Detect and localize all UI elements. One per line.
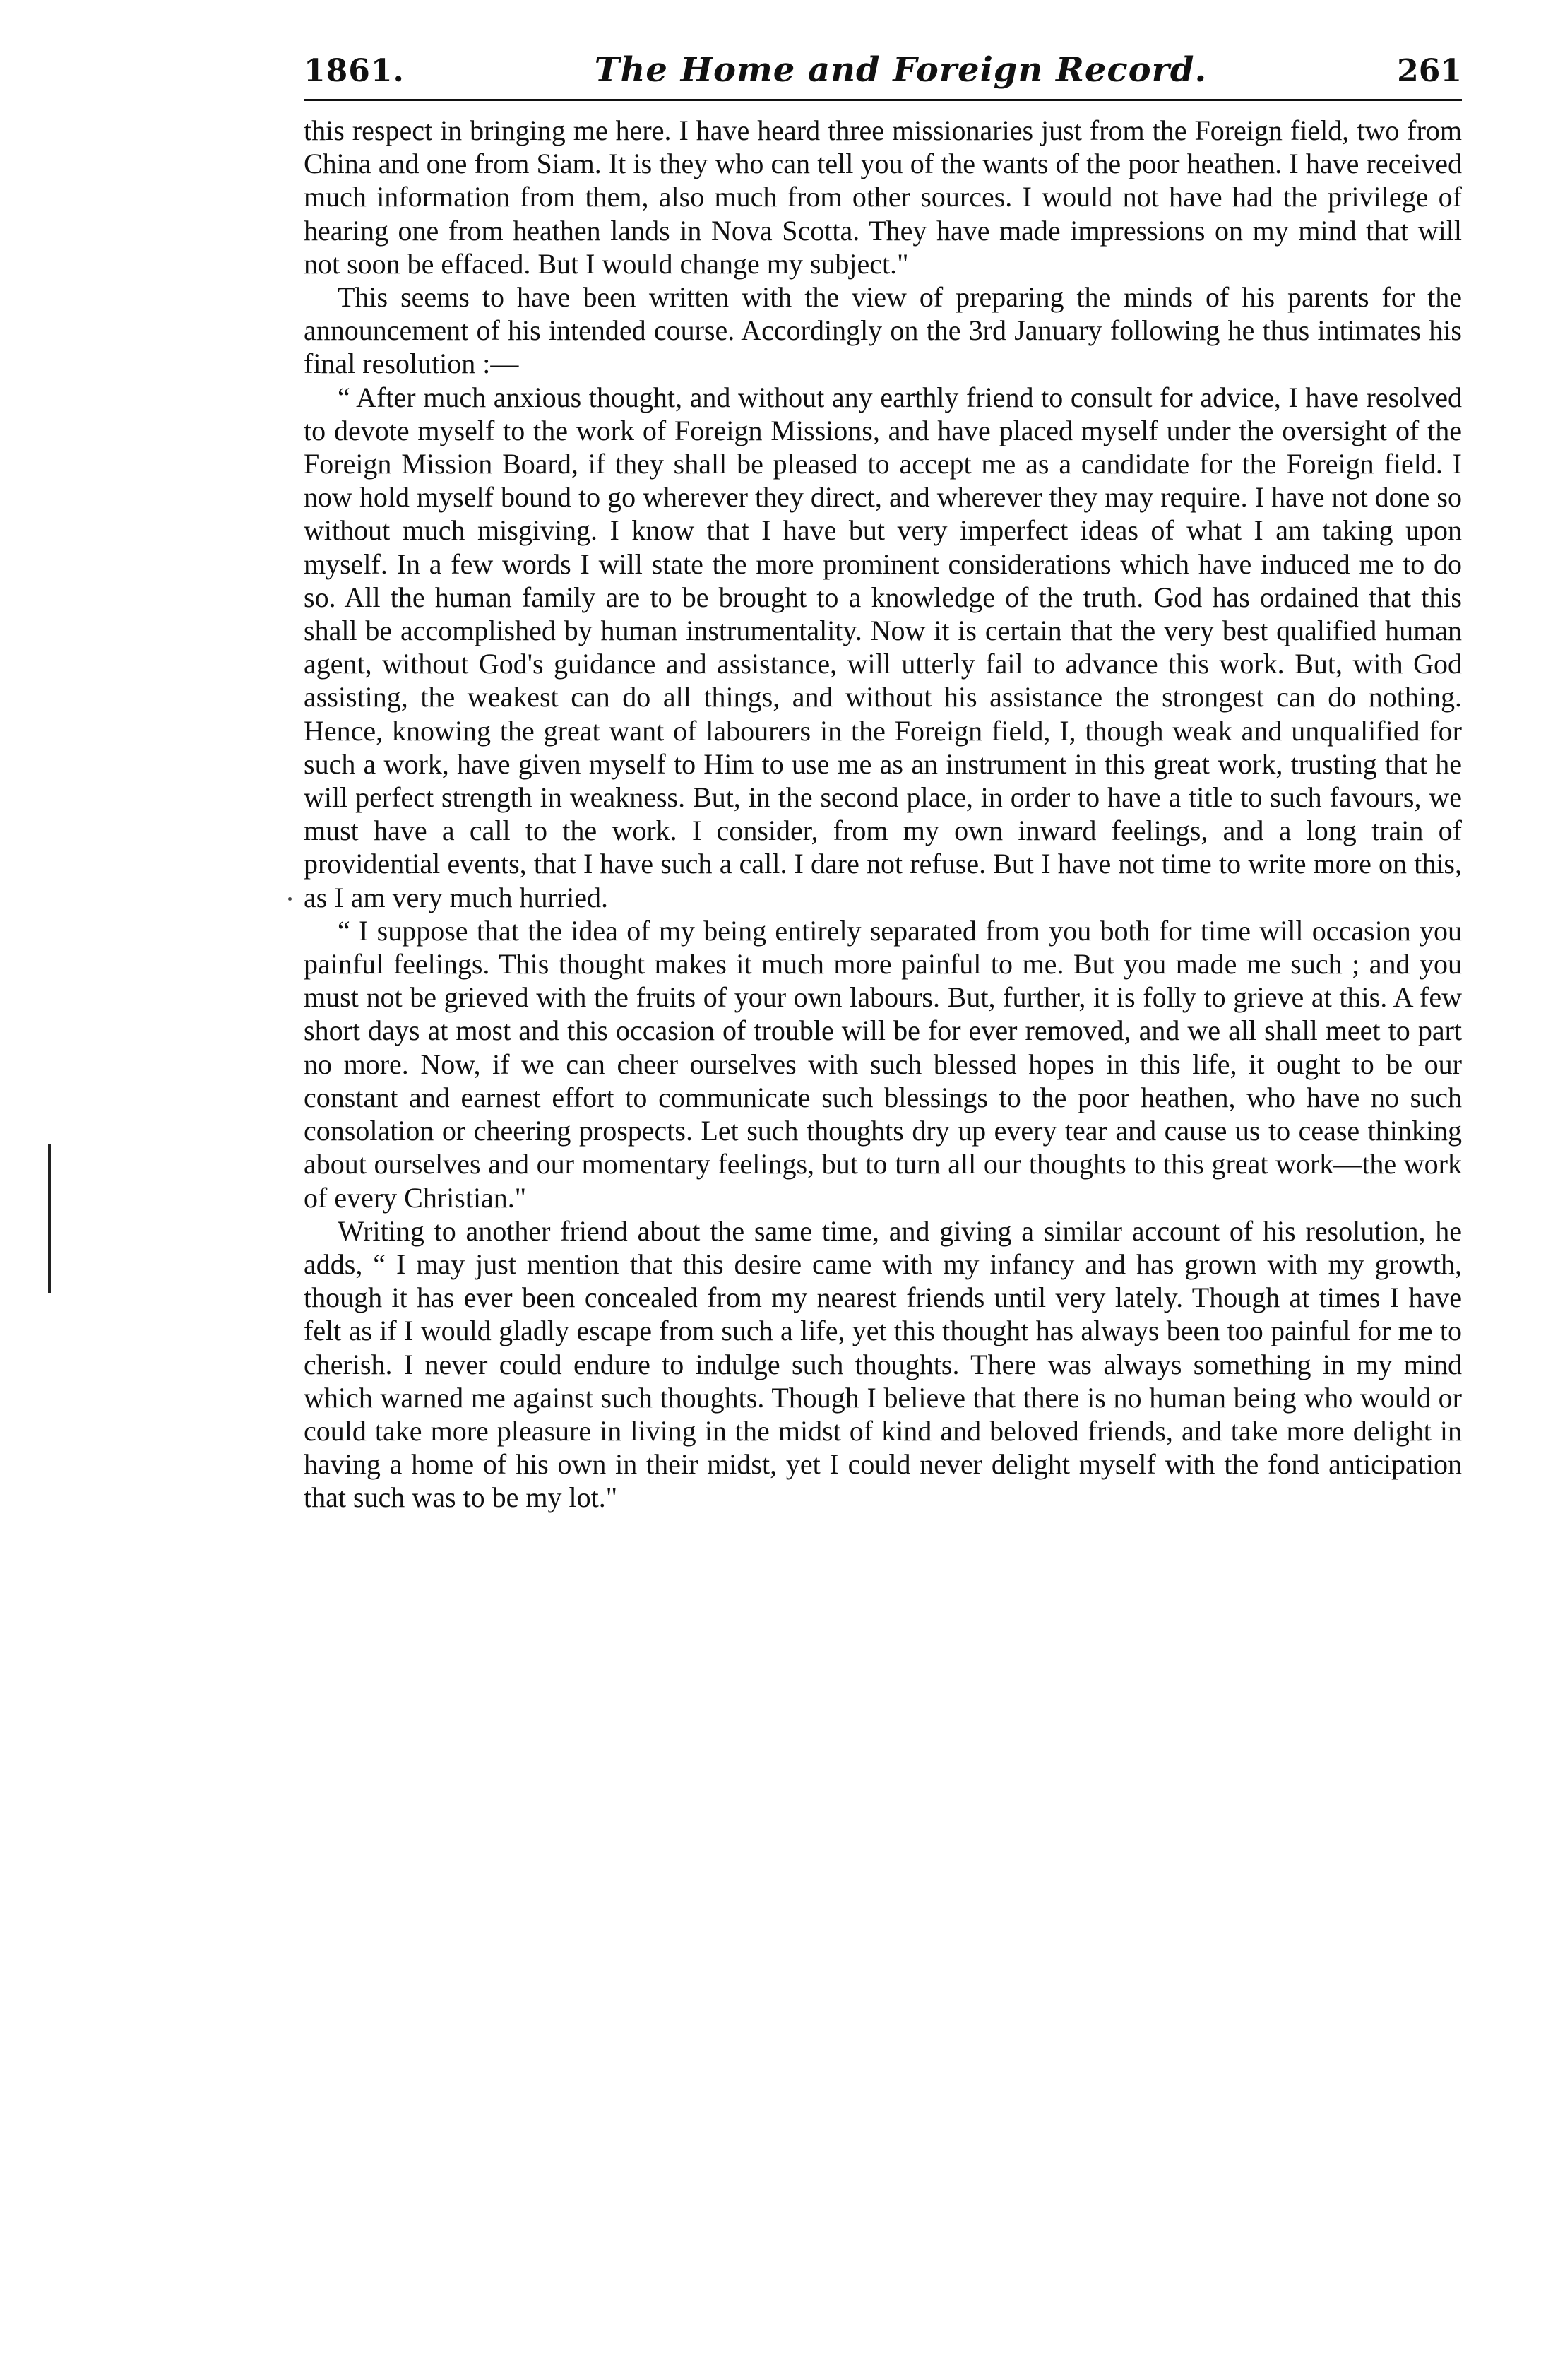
paragraph-letter-friend: Writing to another friend about the same time, and giving a similar account of his resolution, he adds, “ I may just mention that this desire came with my infancy and has grown with my growth, though it has ever been concealed from my nearest friends until very lately. Though at times I have felt as if I would gladly escape from such a life, yet this thought has always been too painful for me to cherish. I never could endure to indulge such thoughts. There was always something in my mind which warned me against such thoughts. Though I believe that there is no human being who would or could take more pleasure in living in the midst of kind and beloved friends, and take more delight in having a home of his own in their midst, yet I could never delight myself with the fond anticipation that such was to be my lot." [304, 1214, 1462, 1514]
header-year: 1861. [304, 53, 405, 89]
margin-dot [288, 897, 292, 901]
article-body [304, 114, 1462, 1515]
paragraph-letter-parents: “ I suppose that the idea of my being entirely separated from you both for time will occasion you painful feelings. This thought makes it much more painful to me. But you made me such ; and you must not be grieved with the fruits of your own labours. But, further, it is folly to grieve at this. A few short days at most and this occasion of trouble will be for ever removed, and we all shall meet to part no more. Now, if we can cheer ourselves with such blessed hopes in this life, it ought to be our constant and earnest effort to communicate such blessings to the poor heathen, who have no such consolation or cheering prospects. Let such thoughts dry up every tear and cause us to cease thinking about ourselves and our momentary feelings, but to turn all our thoughts to this great work—the work of every Christian." [304, 914, 1462, 1214]
page-number: 261 [1397, 53, 1462, 89]
running-header [304, 49, 1462, 101]
paragraph-continuation: this respect in bringing me here. I have heard three missionaries just from the Foreign field, two from China and one from Siam. It is they who can tell you of the wants of the poor heathen. I have received much information from them, also much from other sources. I would not have had the privilege of hearing one from heathen lands in Nova Scotta. They have made impressions on my mind that will not soon be effaced. But I would change my subject." [304, 114, 1462, 280]
margin-rule [48, 1144, 51, 1293]
header-title: The Home and Foreign Record. [594, 50, 1208, 90]
paragraph-letter-resolution: “ After much anxious thought, and without any earthly friend to consult for advice, I have resolved to devote myself to the work of Foreign Missions, and have placed myself under the oversight of the Foreign Mission Board, if they shall be pleased to accept me as a candidate for the Foreign field. I now hold myself bound to go wherever they direct, and wherever they may require. I have not done so without much misgiving. I know that I have but very imperfect ideas of what I am taking upon myself. In a few words I will state the more prominent considerations which have induced me to do so. All the human family are to be brought to a knowledge of the truth. God has ordained that this shall be accomplished by human instrumentality. Now it is certain that the very best qualified human agent, without God's guidance and assistance, will utterly fail to advance this work. But, with God assisting, the weakest can do all things, and without his assistance the strongest can do nothing. Hence, knowing the great want of labourers in the Foreign field, I, though weak and unqualified for such a work, have given myself to Him to use me as an instrument in this great work, trusting that he will perfect strength in weakness. But, in the second place, in order to have a title to such favours, we must have a call to the work. I consider, from my own inward feelings, and a long train of providential events, that I have such a call. I dare not refuse. But I have not time to write more on this, as I am very much hurried. [304, 381, 1462, 913]
page [304, 49, 1462, 1515]
paragraph-narrative: This seems to have been written with the view of preparing the minds of his parents for the announcement of his intended course. Accordingly on the 3rd January following he thus intimates his final resolution :— [304, 281, 1462, 380]
